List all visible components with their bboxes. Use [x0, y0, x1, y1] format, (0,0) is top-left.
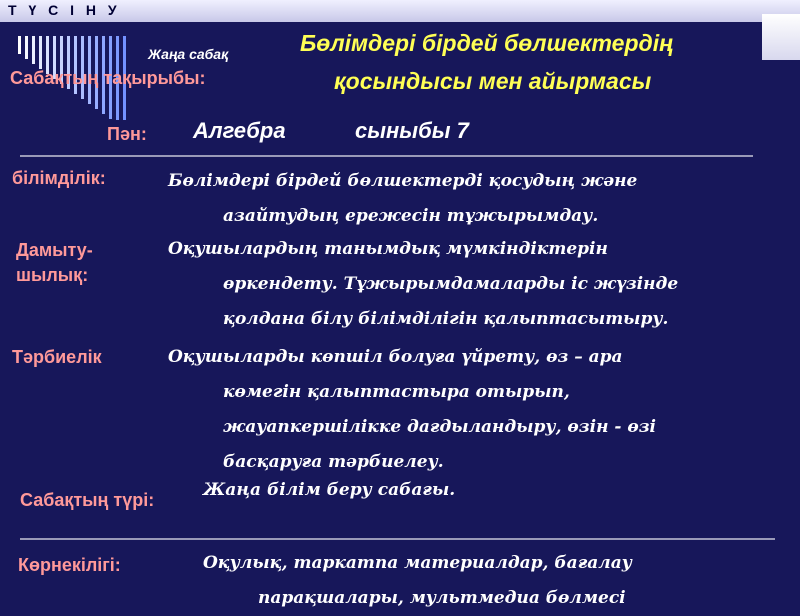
educational-goal — [168, 164, 637, 234]
upbringing-goal-line: жауапкершілікке дағдыландыру, өзін - өзі — [223, 417, 657, 437]
decorative-stripe — [32, 36, 35, 64]
section-label: Т Ү С І Н У — [8, 2, 121, 18]
developmental-goal-line: Оқушылардың танымдық мүмкіндіктерін — [168, 239, 608, 259]
upbringing-goal-line: басқаруға тәрбиелеу. — [223, 452, 444, 472]
lesson-type-value: Жаңа білім беру сабағы. — [203, 480, 456, 500]
visual-aids-value — [203, 546, 632, 616]
visual-aids-line: Оқулық, таркатпа материалдар, бағалау — [203, 553, 632, 573]
developmental-label-line1: Дамыту- — [16, 240, 93, 260]
developmental-goal-line: өркендету. Тұжырымдамаларды іс жүзінде — [223, 274, 679, 294]
decorative-stripe — [25, 36, 28, 59]
upbringing-goal-line: Оқушыларды көпшіл болуға үйрету, өз – ара — [168, 347, 623, 367]
divider-bottom — [20, 538, 775, 540]
lesson-type-label: Сабақтың түрі: — [20, 490, 155, 510]
developmental-goal-line: қолдана білу білімділігін қалыптасытыру. — [223, 309, 669, 329]
upbringing-goal-line: көмегін қалыптастыра отырып, — [223, 382, 570, 402]
developmental-goal — [168, 232, 678, 337]
visual-aids-line: парақшалары, мультмедиа бөлмесі — [258, 588, 626, 608]
decorative-stripe — [18, 36, 21, 54]
corner-block — [762, 14, 800, 60]
educational-label: білімділік: — [12, 168, 106, 188]
lesson-title-line1: Бөлімдері бірдей бөлшектердің — [300, 30, 673, 56]
developmental-label-line2: шылық: — [16, 265, 89, 285]
subject-grade: сыныбы 7 — [355, 118, 469, 143]
lesson-title-line2: қосындысы мен айырмасы — [334, 68, 652, 94]
educational-goal-line: Бөлімдері бірдей бөлшектерді қосудың және — [168, 171, 638, 191]
new-lesson-label: Жаңа сабақ — [148, 46, 229, 62]
educational-goal-line: азайтудың ережесін тұжырымдау. — [223, 206, 599, 226]
visual-aids-label: Көрнекілігі: — [18, 555, 121, 575]
topic-label: Сабақтың тақырыбы: — [10, 68, 206, 88]
decorative-stripe — [39, 36, 42, 69]
upbringing-label: Тәрбиелік — [12, 347, 102, 367]
subject-label: Пән: — [107, 124, 147, 144]
subject-name: Алгебра — [193, 118, 286, 143]
upbringing-goal — [168, 340, 656, 480]
divider-top — [20, 155, 753, 157]
